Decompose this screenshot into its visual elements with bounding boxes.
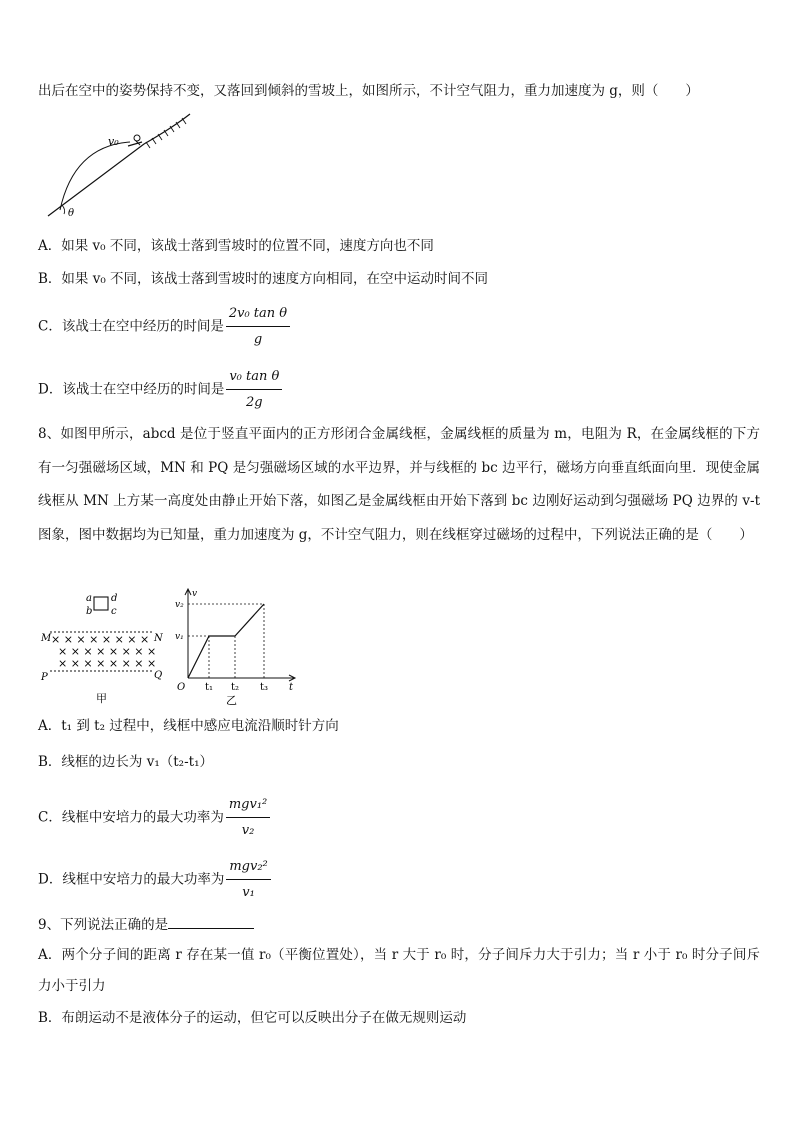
tick-t3: t₃ xyxy=(260,682,269,693)
q7-option-a: A．如果 v₀ 不同，该战士落到雪坡时的位置不同，速度方向也不同 xyxy=(38,238,434,254)
q8-d-denominator: v₁ xyxy=(242,885,255,900)
q8-d-numerator: mgv₂² xyxy=(226,857,270,880)
theta-label: θ xyxy=(68,208,75,219)
q8-option-a: A．t₁ 到 t₂ 过程中，线框中感应电流沿顺时针方向 xyxy=(38,718,339,734)
field-row-2: × × × × × × × × xyxy=(58,645,157,658)
tick-t2: t₂ xyxy=(231,682,240,693)
corner-a: a xyxy=(86,593,92,604)
tick-v2: v₂ xyxy=(175,600,184,610)
q9-stem-text: 9、下列说法正确的是 xyxy=(38,917,169,933)
field-row-1: × × × × × × × × xyxy=(51,633,150,646)
caption-yi: 乙 xyxy=(226,694,237,707)
q7-option-d-fraction xyxy=(226,367,282,413)
q7-option-c xyxy=(38,304,290,350)
q9-option-a: A．两个分子间的距离 r 存在某一值 r₀（平衡位置处），当 r 大于 r₀ 时，分子间斥力大于引力；当 r 小于 r₀ 时分子间斥力小于引力 xyxy=(38,947,760,994)
axis-t: t xyxy=(289,682,294,693)
q7-d-denominator: 2g xyxy=(246,395,263,410)
tick-t1: t₁ xyxy=(205,682,214,693)
q9-stem xyxy=(38,914,254,935)
q8-option-d-text: D．线框中安培力的最大功率为 xyxy=(38,871,225,888)
q7-d-numerator: v₀ tan θ xyxy=(226,367,282,390)
v0-label: v₀ xyxy=(108,135,119,148)
q8-option-d-fraction xyxy=(226,857,270,903)
q7-option-d-text: D．该战士在空中经历的时间是 xyxy=(38,381,225,398)
corner-c: c xyxy=(111,606,117,617)
q8-figure-b xyxy=(174,586,300,710)
q7-option-b: B．如果 v₀ 不同，该战士落到雪坡时的速度方向相同，在空中运动时间不同 xyxy=(38,271,489,287)
q7-option-c-fraction xyxy=(226,304,290,350)
q7-c-numerator: 2v₀ tan θ xyxy=(226,304,290,327)
q7-figure xyxy=(44,112,204,222)
field-row-3: × × × × × × × × xyxy=(58,657,157,670)
q8-option-c-fraction xyxy=(226,795,270,841)
q7-option-d xyxy=(38,367,282,413)
q8-option-d xyxy=(38,857,271,903)
q8-c-numerator: mgv₁² xyxy=(226,795,270,818)
caption-jia: 甲 xyxy=(96,692,107,705)
q8-option-b: B．线框的边长为 v₁（t₂-t₁） xyxy=(38,754,213,770)
q8-stem: 8、如图甲所示，abcd 是位于竖直平面内的正方形闭合金属线框，金属线框的质量为 m，电阻为 R，在金属线框的下方有一匀强磁场区域，MN 和 PQ 是匀强磁场区域的水平边界，并与线框的 bc 边平行，磁场方向垂直纸面向里．现使金属线框从 MN 上方某一高度处由静止开始下落，如图乙是金属线框由开始下落到 bc 边刚好运动到匀强磁场 PQ 边界的 v-t 图象，图中数据均为已知量，重力加速度为 g，不计空气阻力，则在线框穿过磁场的过程中，下列说法正确的是（ ） xyxy=(38,426,760,543)
q9-option-b: B．布朗运动不是液体分子的运动，但它可以反映出分子在做无规则运动 xyxy=(38,1010,467,1026)
q8-figure-a xyxy=(38,588,178,708)
origin-o: O xyxy=(177,682,186,693)
q7-c-denominator: g xyxy=(253,332,263,347)
q8-c-denominator: v₂ xyxy=(241,823,255,838)
label-q: Q xyxy=(154,670,163,681)
answer-blank[interactable] xyxy=(168,914,254,929)
q8-option-c xyxy=(38,795,270,841)
q8-option-c-text: C．线框中安培力的最大功率为 xyxy=(38,809,224,826)
axis-v: v xyxy=(192,589,198,599)
label-n: N xyxy=(154,633,163,644)
q7-stem-tail: 出后在空中的姿势保持不变，又落回到倾斜的雪坡上，如图所示，不计空气阻力，重力加速度为 g，则（ ） xyxy=(38,83,699,99)
tick-v1: v₁ xyxy=(175,632,184,642)
label-p: P xyxy=(41,672,48,683)
q7-option-c-text: C．该战士在空中经历的时间是 xyxy=(38,318,224,335)
corner-d: d xyxy=(111,593,118,604)
corner-b: b xyxy=(86,606,93,617)
label-m: M xyxy=(41,633,52,644)
